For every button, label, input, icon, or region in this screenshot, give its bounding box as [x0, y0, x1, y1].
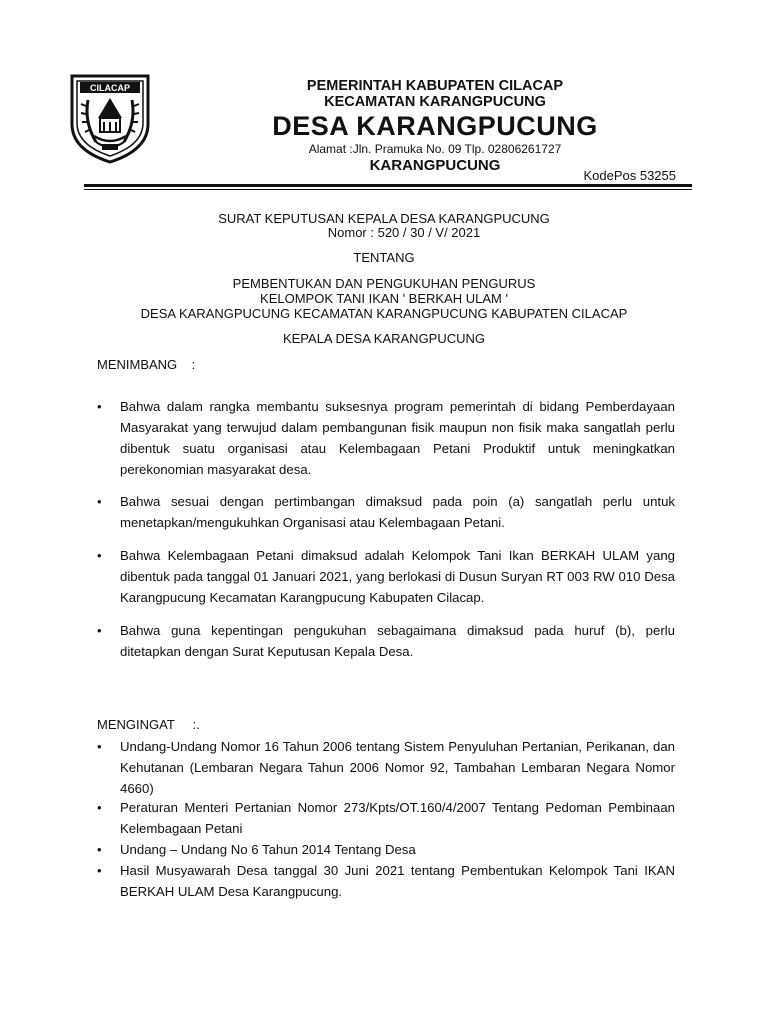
- mengingat-item: Hasil Musyawarah Desa tanggal 30 Juni 2021 tentang Pembentukan Kelompok Tani IKAN BERKAH ULAM Desa Karangpucung.: [120, 863, 675, 899]
- header-rule: [84, 184, 692, 187]
- mengingat-item: Undang-Undang Nomor 16 Tahun 2006 tentang Sistem Penyuluhan Pertanian, Perikanan, dan Kehutanan (Lembaran Negara Tahun 2006 Nomor 92, Tambahan Lembaran Negara Nomor 4660): [120, 739, 675, 796]
- subject-line: DESA KARANGPUCUNG KECAMATAN KARANGPUCUNG KABUPATEN CILACAP: [140, 306, 628, 321]
- menimbang-item: Bahwa sesuai dengan pertimbangan dimaksud pada poin (a) sangatlah perlu untuk menetapkan/mengukuhkan Organisasi atau Kelembagaan Petani.: [120, 494, 675, 530]
- government-name: PEMERINTAH KABUPATEN CILACAP: [306, 78, 564, 94]
- decree-subject: [0, 276, 768, 321]
- postal-code: KodePos 53255: [583, 168, 676, 183]
- village-subtitle: KARANGPUCUNG: [369, 157, 501, 174]
- subject-line: KELOMPOK TANI IKAN ' BERKAH ULAM ': [260, 291, 508, 306]
- menimbang-item: Bahwa guna kepentingan pengukuhan sebagaimana dimaksud pada huruf (b), perlu ditetapkan dengan Surat Keputusan Kepala Desa.: [120, 623, 675, 659]
- header-rule-thin: [84, 189, 692, 190]
- village-name: DESA KARANGPUCUNG: [272, 111, 598, 141]
- bullet: •: [97, 494, 102, 509]
- bullet: •: [97, 548, 102, 563]
- bullet: •: [97, 800, 102, 815]
- decree-number: Nomor : 520 / 30 / V/ 2021: [327, 225, 481, 240]
- logo-text: CILACAP: [90, 83, 130, 93]
- bullet: •: [97, 623, 102, 638]
- address: Alamat :Jln. Pramuka No. 09 Tlp. 02806261727: [308, 142, 562, 156]
- mengingat-item: Undang – Undang No 6 Tahun 2014 Tentang Desa: [120, 842, 416, 857]
- menimbang-item: Bahwa Kelembagaan Petani dimaksud adalah Kelompok Tani Ikan BERKAH ULAM yang dibentuk pada tanggal 01 Januari 2021, yang berlokasi di Dusun Suryan RT 003 RW 010 Desa Karangpucung Kecamatan Karangpucung Kabupaten Cilacap.: [120, 548, 675, 605]
- subject-line: PEMBENTUKAN DAN PENGUKUHAN PENGURUS: [232, 276, 536, 291]
- decree-title: SURAT KEPUTUSAN KEPALA DESA KARANGPUCUNG: [218, 211, 550, 226]
- menimbang-item: Bahwa dalam rangka membantu suksesnya program pemerintah di bidang Pemberdayaan Masyarakat yang terwujud dalam pembangunan fisik maupun non fisik maka sangatlah perlu dibentuk suatu organisasi atau Kelembagaan Petani Produktif untuk meningkatkan perekonomian masyarakat desa.: [120, 399, 675, 477]
- cilacap-coat-of-arms-icon: [66, 72, 154, 164]
- bullet: •: [97, 739, 102, 754]
- bullet: •: [97, 399, 102, 414]
- district-name: KECAMATAN KARANGPUCUNG: [324, 94, 546, 110]
- menimbang-label: MENIMBANG :: [97, 357, 196, 372]
- about-label: TENTANG: [353, 250, 415, 265]
- letterhead: [240, 78, 630, 175]
- mengingat-item: Peraturan Menteri Pertanian Nomor 273/Kpts/OT.160/4/2007 Tentang Pedoman Pembinaan Kelembagaan Petani: [120, 800, 675, 836]
- bullet: •: [97, 863, 102, 878]
- bullet: •: [97, 842, 102, 857]
- issuer-title: KEPALA DESA KARANGPUCUNG: [282, 331, 486, 346]
- mengingat-label: MENGINGAT :.: [97, 717, 200, 732]
